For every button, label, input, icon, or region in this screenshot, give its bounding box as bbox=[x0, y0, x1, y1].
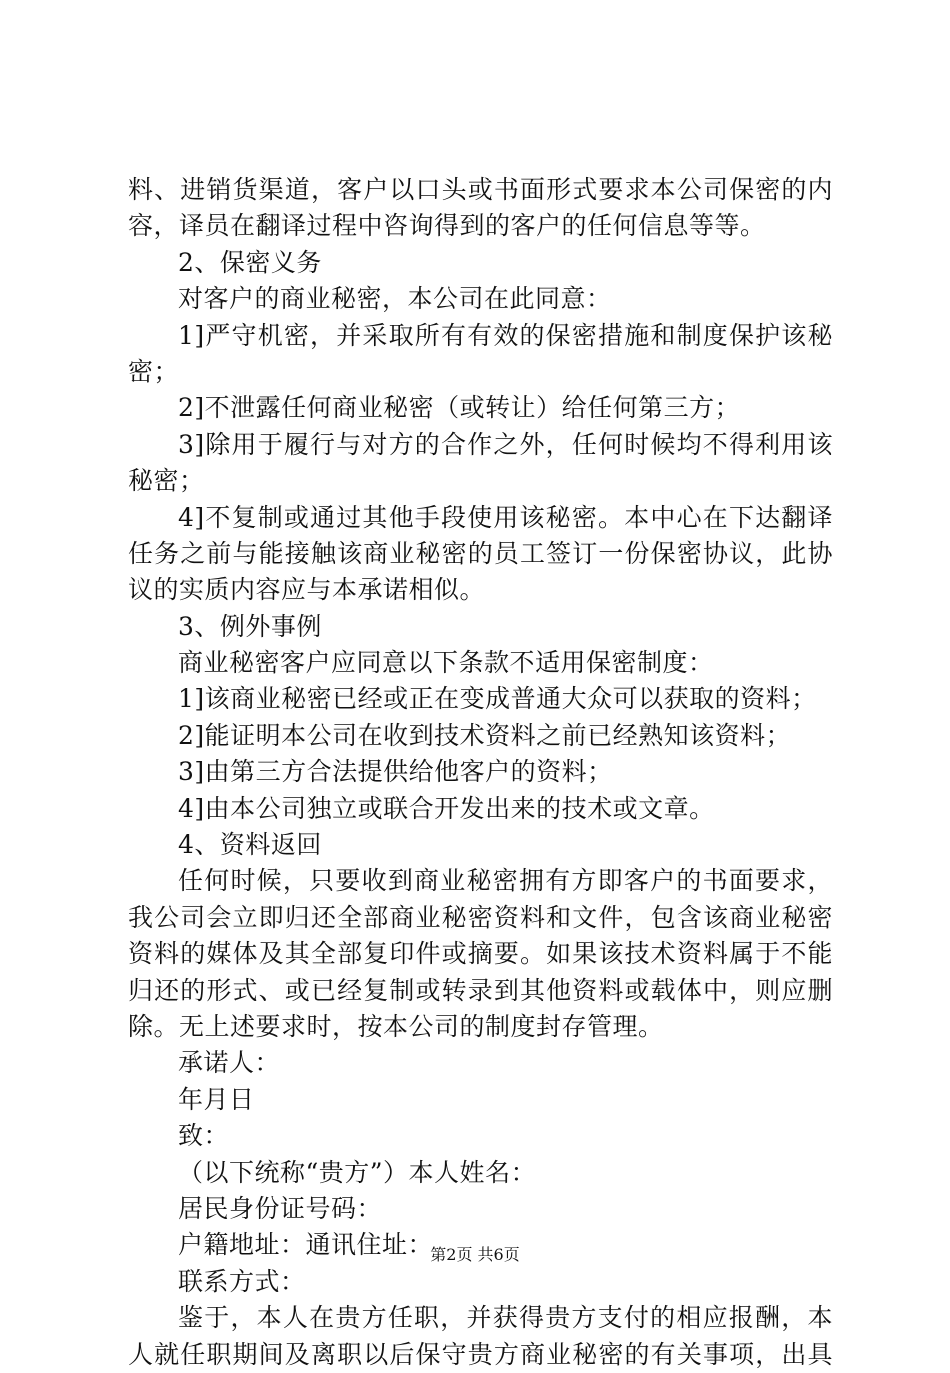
text-line: 4、资料返回 bbox=[178, 830, 322, 860]
text-line: 人就任职期间及离职以后保守贵方商业秘密的有关事项，出具 bbox=[128, 1339, 833, 1369]
text-line: 3、例外事例 bbox=[178, 611, 322, 641]
text-line: 承诺人： bbox=[178, 1048, 281, 1078]
text-line: 鉴于，本人在贵方任职，并获得贵方支付的相应报酬，本 bbox=[178, 1303, 833, 1333]
text-line: （以下统称“贵方”）本人姓名： bbox=[178, 1157, 537, 1187]
text-line: 户籍地址：通讯住址： bbox=[178, 1230, 434, 1260]
text-line: 归还的形式、或已经复制或转录到其他资料或载体中，则应删 bbox=[128, 975, 833, 1005]
document-body bbox=[128, 172, 833, 1373]
text-line: 年月日 bbox=[178, 1084, 255, 1114]
text-line: 3]由第三方合法提供给他客户的资料； bbox=[178, 757, 613, 787]
text-line: 2、保密义务 bbox=[178, 247, 322, 277]
text-line: 居民身份证号码： bbox=[178, 1193, 383, 1223]
text-line: 任务之前与能接触该商业秘密的员工签订一份保密协议，此协 bbox=[128, 538, 833, 568]
text-line: 对客户的商业秘密，本公司在此同意： bbox=[178, 284, 612, 314]
text-line: 容，译员在翻译过程中咨询得到的客户的任何信息等等。 bbox=[128, 211, 766, 241]
text-line: 任何时候，只要收到商业秘密拥有方即客户的书面要求， bbox=[178, 866, 833, 896]
text-line: 致： bbox=[178, 1121, 230, 1151]
text-line: 料、进销货渠道，客户以口头或书面形式要求本公司保密的内 bbox=[128, 175, 833, 204]
text-line: 3]除用于履行与对方的合作之外，任何时候均不得利用该 bbox=[178, 429, 833, 459]
text-line: 4]不复制或通过其他手段使用该秘密。本中心在下达翻译 bbox=[178, 502, 833, 532]
text-line: 议的实质内容应与本承诺相似。 bbox=[128, 575, 486, 605]
page-footer: 第2页 共6页 bbox=[430, 1245, 520, 1264]
text-line: 秘密； bbox=[128, 466, 205, 496]
text-line: 除。无上述要求时，按本公司的制度封存管理。 bbox=[128, 1011, 664, 1041]
text-line: 1]严守机密，并采取所有有效的保密措施和制度保护该秘 bbox=[178, 320, 833, 350]
text-line: 2]不泄露任何商业秘密（或转让）给任何第三方； bbox=[178, 393, 741, 423]
text-line: 我公司会立即归还全部商业秘密资料和文件，包含该商业秘密 bbox=[128, 902, 833, 932]
text-line: 资料的媒体及其全部复印件或摘要。如果该技术资料属于不能 bbox=[128, 939, 833, 969]
text-line: 2]能证明本公司在收到技术资料之前已经熟知该资料； bbox=[178, 720, 792, 750]
text-line: 商业秘密客户应同意以下条款不适用保密制度： bbox=[178, 648, 714, 678]
text-line: 4]由本公司独立或联合开发出来的技术或文章。 bbox=[178, 793, 715, 823]
text-line: 密； bbox=[128, 356, 180, 386]
text-line: 1]该商业秘密已经或正在变成普通大众可以获取的资料； bbox=[178, 684, 817, 714]
text-line: 联系方式： bbox=[178, 1266, 306, 1296]
